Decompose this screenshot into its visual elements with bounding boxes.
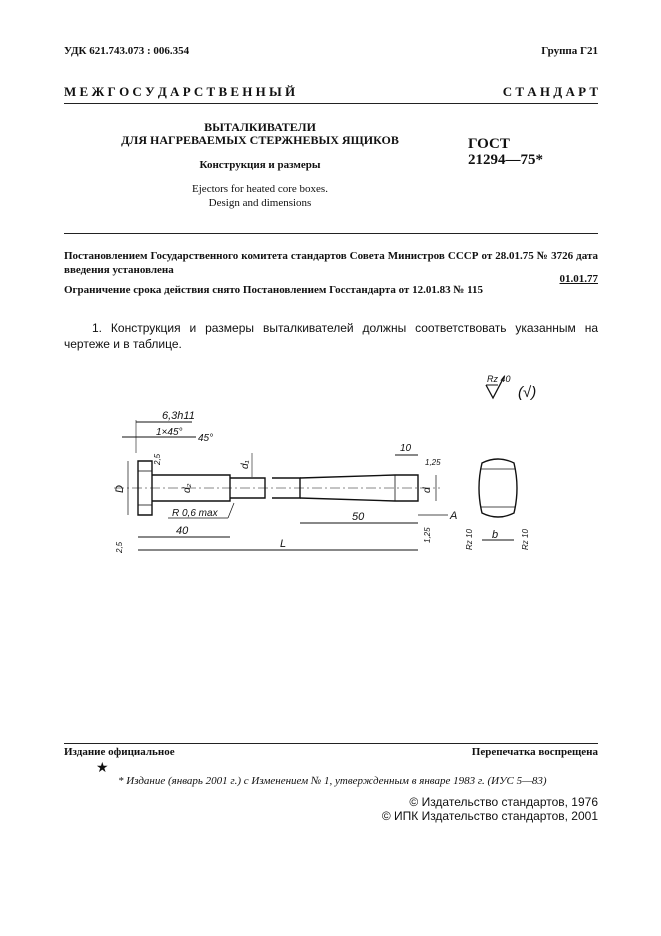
gost-number [468,136,568,168]
paragraph-1: 1. Конструкция и размеры выталкивателей должны соответствовать указанным на чертеже и в таблице. [64,321,598,351]
group-code: Группа Г21 [541,45,598,57]
star-icon: ★ [96,761,109,776]
dim-40: 40 [176,525,189,537]
gost-code: 21294—75* [468,152,543,168]
copyright-1976: © Издательство стандартов, 1976 [409,795,598,809]
dim-25-top: 2,5 [153,453,162,465]
divider-middle [64,233,598,234]
divider-footer [64,743,598,744]
limit-text: Ограничение срока действия снято Постановлением Госстандарта от 12.01.83 № 115 [64,284,484,296]
decree-date: 01.01.77 [559,273,598,285]
roughness-symbol [486,374,536,401]
dim-chamfer: 1×45° [156,427,183,438]
document-title [100,121,420,147]
section-A-label: A [450,510,458,522]
dim-10: 10 [400,443,412,454]
english-title-line-2: Design and dimensions [208,197,312,209]
banner-word-2: С Т А Н Д А Р Т [502,84,598,99]
standard-banner [64,84,598,100]
reprint-prohibited: Перепечатка воспрещена [471,746,598,758]
dim-63h11: 6,3h11 [162,410,195,422]
decree-text: Постановлением Государственного комитета стандартов Совета Министров СССР от 28.01.75 № 3726 дата введения установлена [64,250,598,276]
dim-L: L [280,538,287,550]
official-edition: Издание официальное [64,746,175,758]
rz10-right: Rz 10 [521,529,530,550]
dim-b: b [492,529,499,541]
dim-125-bottom: 1,25 [423,527,432,543]
radius-note: R 0,6 max [172,508,218,519]
title-line-1: ВЫТАЛКИВАТЕЛИ [204,120,316,134]
english-title-line-1: Ejectors for heated core boxes. [192,183,328,195]
cross-section-view [479,459,517,517]
edition-note: * Издание (январь 2001 г.) с Изменением № 1, утвержденным в январе 1983 г. (ИУС 5—83) [118,775,547,787]
english-title [100,182,420,210]
copyright-2001: © ИПК Издательство стандартов, 2001 [381,809,598,823]
roughness-label: Rz 40 [487,374,511,384]
banner-word-1: М Е Ж Г О С У Д А Р С Т В Е Н Н Ы Й [64,84,296,99]
roughness-check: (√) [518,384,537,401]
dim-angle: 45° [198,433,214,444]
dim-d: d [422,487,433,493]
gost-label: ГОСТ [468,136,510,152]
technical-drawing [100,365,570,580]
udk-code: УДК 621.743.073 : 006.354 [64,45,190,57]
dim-125-top: 1,25 [425,458,441,467]
dim-d1: d₁ [240,460,251,469]
dim-d2: d₂ [182,483,193,493]
title-line-2: ДЛЯ НАГРЕВАЕМЫХ СТЕРЖНЕВЫХ ЯЩИКОВ [121,133,399,147]
dim-50: 50 [352,511,365,523]
rz10-left: Rz 10 [465,529,474,550]
divider-top [64,103,598,104]
document-subtitle: Конструкция и размеры [199,159,321,171]
dim-25-bottom: 2,5 [115,541,124,553]
dim-D: D [114,485,126,493]
